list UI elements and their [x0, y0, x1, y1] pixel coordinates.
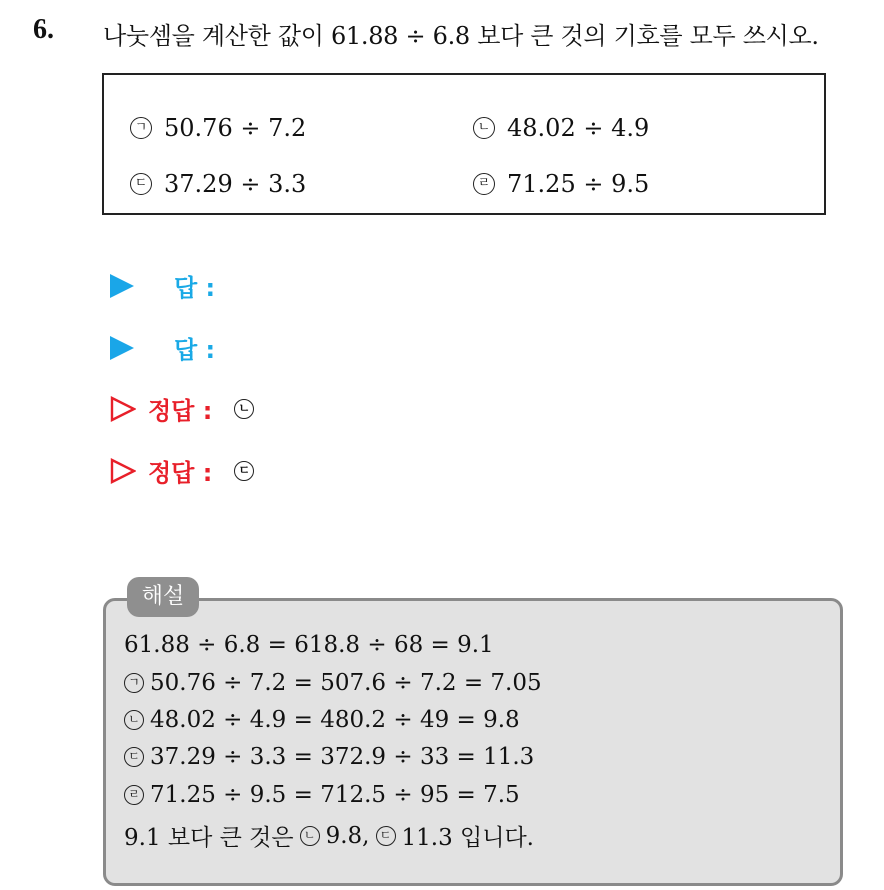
circled-symbol-icon: ㄴ [473, 117, 495, 139]
solution-text: 11.3 입니다. [401, 825, 534, 851]
circled-symbol-icon: ㄷ [124, 747, 144, 767]
choice-expression: 48.02 ÷ 4.9 [507, 114, 650, 142]
correct-answer-row-2 [110, 453, 260, 488]
solution-text: 50.76 ÷ 7.2 = 507.6 ÷ 7.2 = 7.05 [150, 670, 542, 696]
correct-answer-label: 정답 : [148, 459, 213, 487]
circled-symbol-icon: ㄷ [376, 826, 396, 846]
circled-symbol-icon: ㄹ [124, 785, 144, 805]
answer-label: 답 : [174, 336, 216, 364]
choice-expression: 71.25 ÷ 9.5 [507, 170, 650, 198]
circled-symbol-icon: ㄴ [234, 399, 254, 419]
question-text: 나눗셈을 계산한 값이 61.88 ÷ 6.8 보다 큰 것의 기호를 모두 쓰시오. [103, 22, 819, 50]
solution-line-2 [124, 670, 542, 696]
question-number: 6. [33, 14, 54, 45]
choice-expression: 37.29 ÷ 3.3 [164, 170, 307, 198]
outline-triangle-icon [110, 396, 136, 422]
circled-symbol-icon: ㄷ [234, 461, 254, 481]
outline-triangle-icon [110, 458, 136, 484]
circled-symbol-icon: ㄹ [473, 173, 495, 195]
solution-text: 48.02 ÷ 4.9 = 480.2 ÷ 49 = 9.8 [150, 707, 520, 733]
solution-line-1 [124, 632, 494, 658]
circled-symbol-icon: ㄴ [124, 710, 144, 730]
choice-3 [130, 170, 306, 198]
solution-text: 71.25 ÷ 9.5 = 712.5 ÷ 95 = 7.5 [150, 782, 520, 808]
choice-2 [473, 114, 649, 142]
solution-line-5 [124, 782, 520, 808]
solution-text: 61.88 ÷ 6.8 = 618.8 ÷ 68 = 9.1 [124, 632, 494, 658]
choice-expression: 50.76 ÷ 7.2 [164, 114, 307, 142]
answer-row-2 [110, 330, 215, 365]
solution-line-3 [124, 707, 520, 733]
filled-triangle-icon [110, 336, 134, 360]
answer-label: 답 : [174, 274, 216, 302]
solution-text: 9.1 보다 큰 것은 [124, 825, 294, 851]
circled-symbol-icon: ㄱ [124, 673, 144, 693]
circled-symbol-icon: ㄱ [130, 117, 152, 139]
solution-text: 9.8, [325, 822, 370, 849]
choice-4 [473, 170, 649, 198]
solution-text: 37.29 ÷ 3.3 = 372.9 ÷ 33 = 11.3 [150, 744, 535, 770]
circled-symbol-icon: ㄷ [130, 173, 152, 195]
solution-line-4 [124, 744, 534, 770]
filled-triangle-icon [110, 274, 134, 298]
correct-answer-label: 정답 : [148, 397, 213, 425]
choice-1 [130, 114, 306, 142]
circled-symbol-icon: ㄴ [300, 826, 320, 846]
answer-row-1 [110, 268, 215, 303]
solution-tab: 해설 [127, 577, 199, 617]
correct-answer-row-1 [110, 391, 260, 426]
solution-conclusion [124, 819, 534, 852]
